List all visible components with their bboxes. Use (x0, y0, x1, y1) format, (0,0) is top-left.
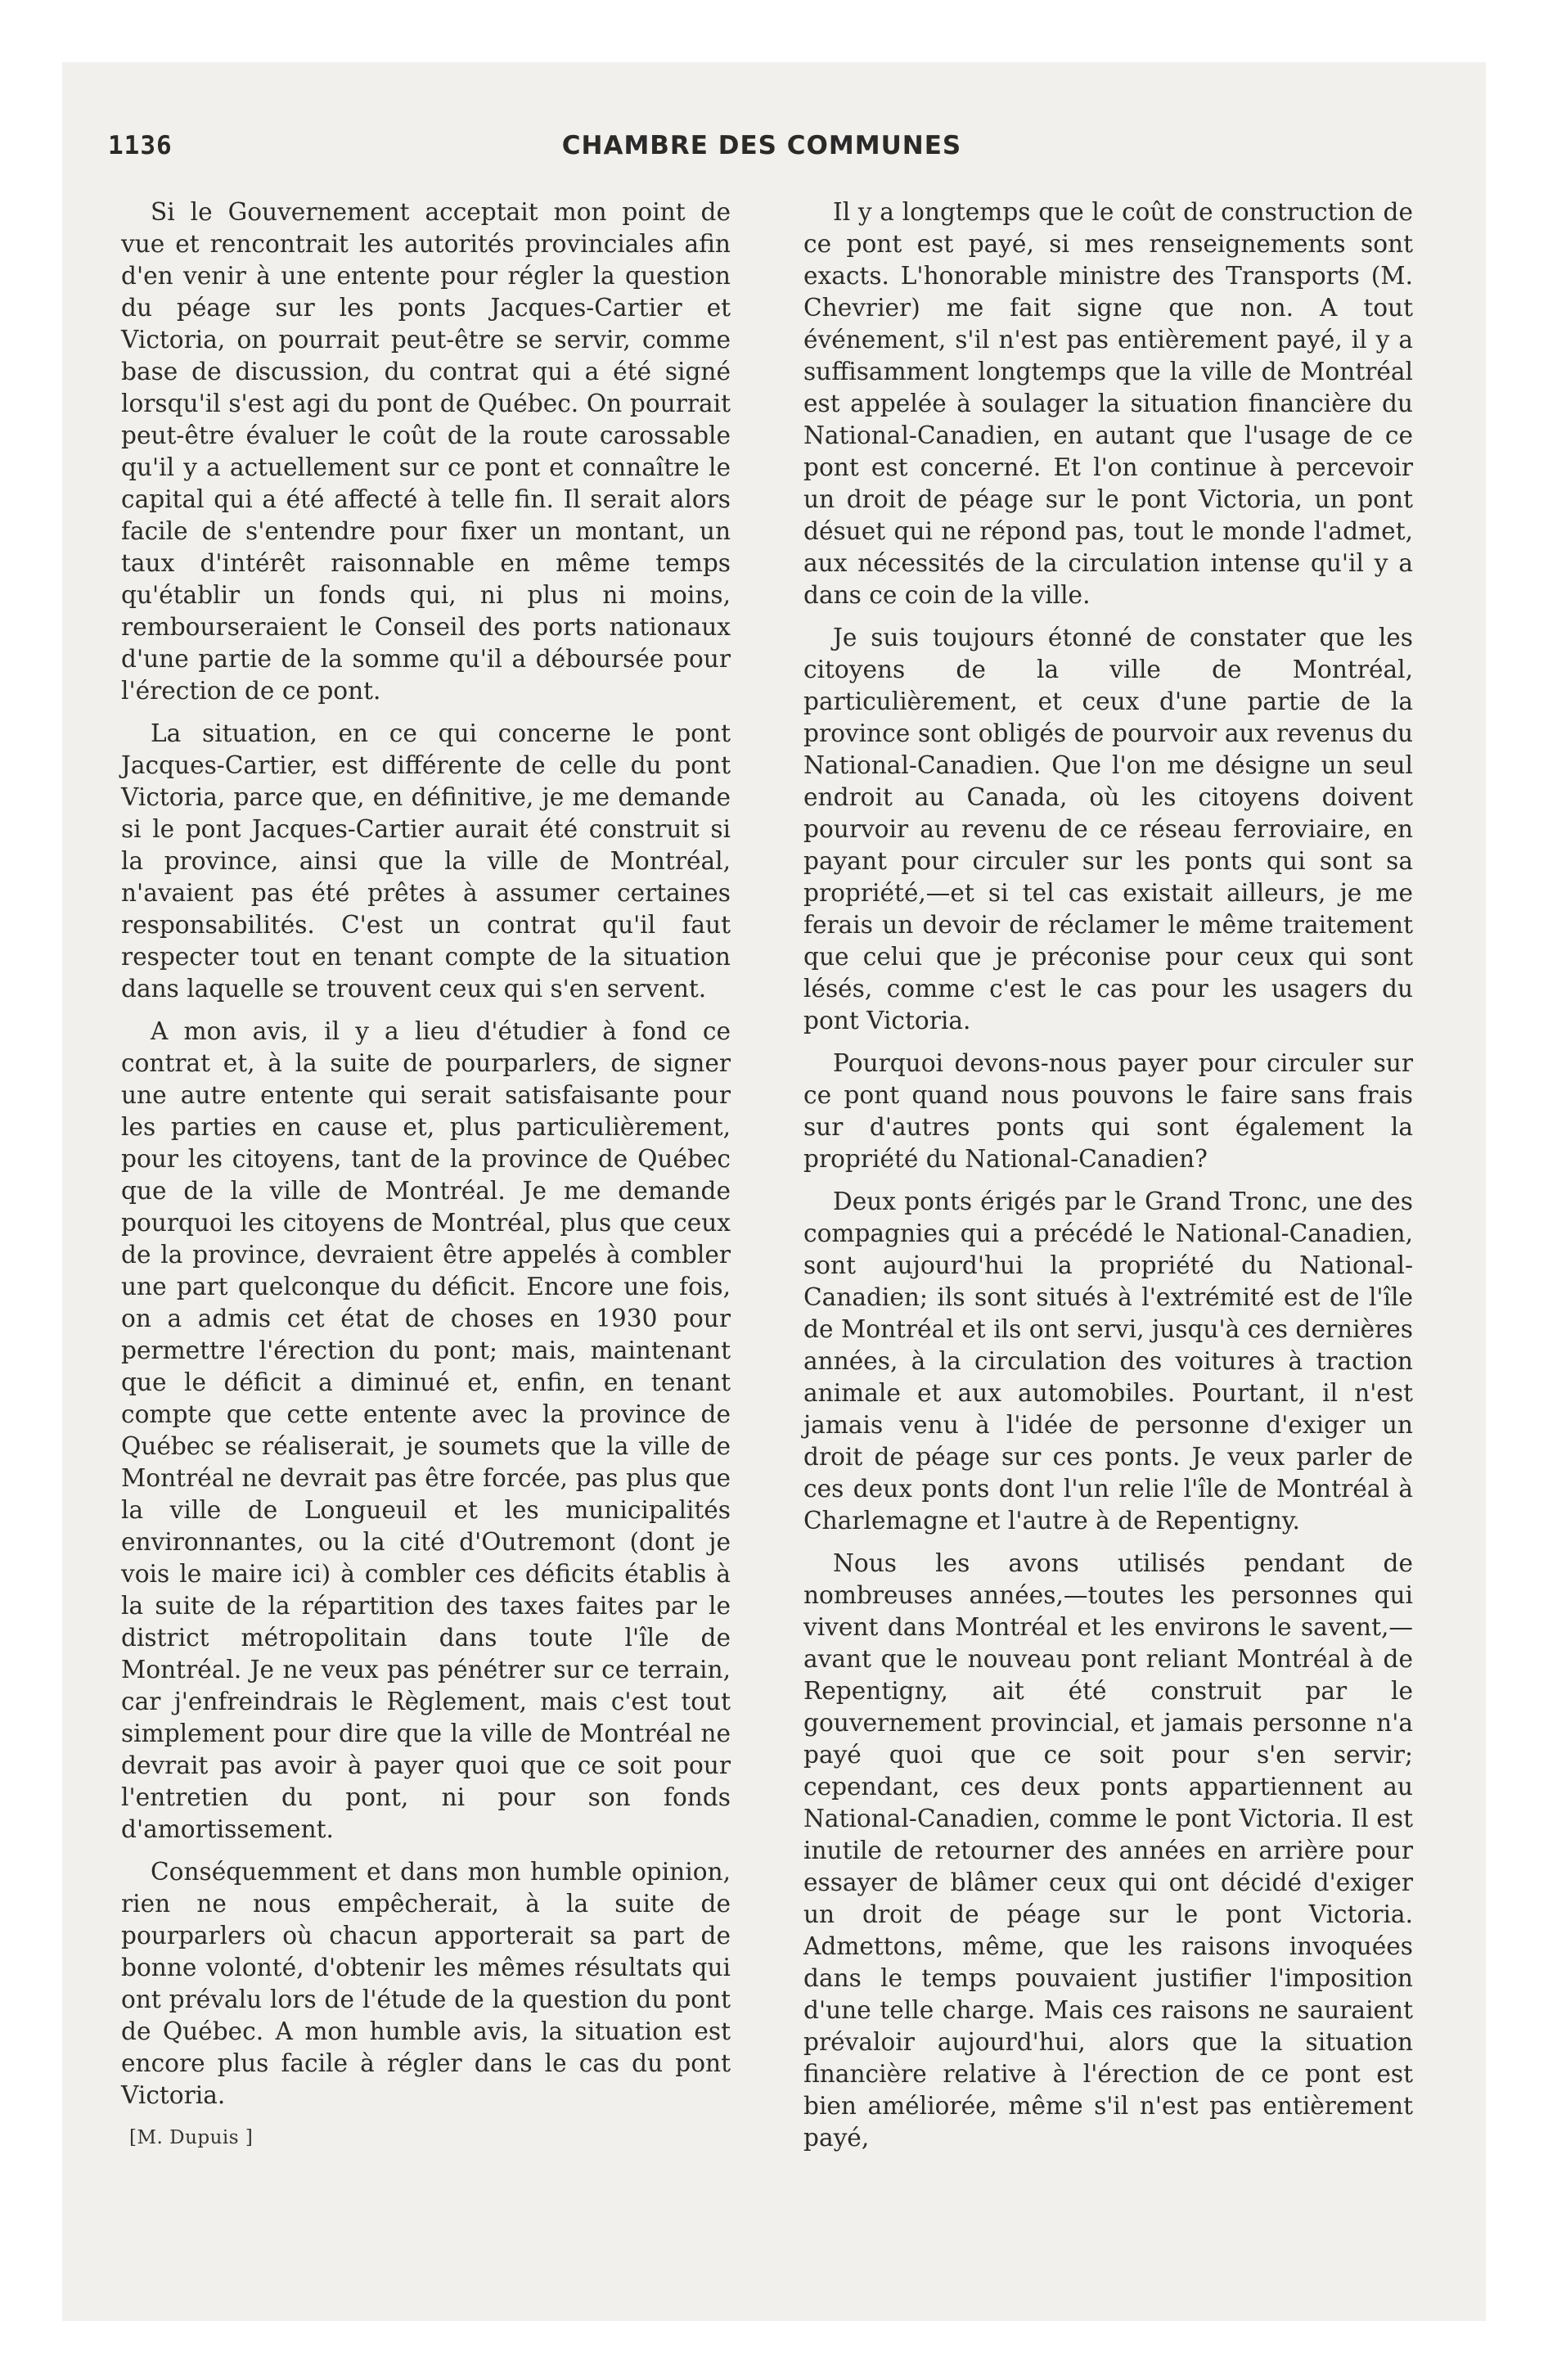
paragraph: Conséquemment et dans mon humble opinion, rien ne nous empêcherait, à la suite de pourparlers où chacun apporterait sa part de bonne volonté, d'obtenir les mêmes résultats qui ont prévalu lors de l'étude de la question du pont de Québec. A mon humble avis, la situation est encore plus facile à régler dans le cas du pont Victoria. (121, 1858, 731, 2109)
paragraph: Pourquoi devons-nous payer pour circuler sur ce pont quand nous pouvons le faire sans frais sur d'autres ponts qui sont également la propriété du National-Canadien? (803, 1049, 1413, 1173)
paragraph: A mon avis, il y a lieu d'étudier à fond ce contrat et, à la suite de pourparlers, de signer une autre entente qui serait satisfaisante pour les parties en cause et, plus particulièrement, pour les citoyens, tant de la province de Québec que de la ville de Montréal. Je me demande pourquoi les citoyens de Montréal, plus que ceux de la province, devraient être appelés à combler une part quelconque du déficit. Encore une fois, on a admis cet état de choses en 1930 pour permettre l'érection du pont; mais, maintenant que le déficit a diminué et, enfin, en tenant compte que cette entente avec la province de Québec se réaliserait, je soumets que la ville de Montréal ne devrait pas être forcée, pas plus que la ville de Longueuil et les municipalités environnantes, ou la cité d'Outremont (dont je vois le maire ici) à combler ces déficits établis à la suite de la répartition des taxes faites par le district métropolitain dans toute l'île de Montréal. Je ne veux pas pénétrer sur ce terrain, car j'enfreindrais le Règlement, mais c'est tout simplement pour dire que la ville de Montréal ne devrait pas avoir à payer quoi que ce soit pour l'entretien du pont, ni pour son fonds d'amortissement. (121, 1017, 731, 1843)
left-column (121, 196, 731, 2154)
running-head: CHAMBRE DES COMMUNES (561, 131, 962, 160)
page-header (108, 131, 1415, 172)
paragraph: La situation, en ce qui concerne le pont Jacques-Cartier, est différente de celle du pont Victoria, parce que, en définitive, je me demande si le pont Jacques-Cartier aurait été construit si la province, ainsi que la ville de Montréal, n'avaient pas été prêtes à assumer certaines responsabilités. C'est un contrat qu'il faut respecter tout en tenant compte de la situation dans laquelle se trouvent ceux qui s'en servent. (121, 719, 731, 1003)
paragraph: Je suis toujours étonné de constater que les citoyens de la ville de Montréal, particulièrement, et ceux d'une partie de la province sont obligés de pourvoir aux revenus du National-Canadien. Que l'on me désigne un seul endroit au Canada, où les citoyens doivent pourvoir au revenu de ce réseau ferroviaire, en payant pour circuler sur les ponts qui sont sa propriété,—et si tel cas existait ailleurs, je me ferais un devoir de réclamer le même traitement que celui que je préconise pour ceux qui sont lésés, comme c'est le cas pour les usagers du pont Victoria. (803, 624, 1413, 1034)
paragraph: Si le Gouvernement acceptait mon point de vue et rencontrait les autorités provinciales afin d'en venir à une entente pour régler la question du péage sur les ponts Jacques-Cartier et Victoria, on pourrait peut-être se servir, comme base de discussion, du contrat qui a été signé lorsqu'il s'est agi du pont de Québec. On pourrait peut-être évaluer le coût de la route carossable qu'il y a actuellement sur ce pont et connaître le capital qui a été affecté à telle fin. Il serait alors facile de s'entendre pour fixer un montant, un taux d'intérêt raisonnable en même temps qu'établir un fonds qui, ni plus ni moins, rembourseraient le Conseil des ports nationaux d'une partie de la somme qu'il a déboursée pour l'érection de ce pont. (121, 198, 731, 705)
right-column (803, 196, 1413, 2165)
paragraph: Il y a longtemps que le coût de construction de ce pont est payé, si mes renseignements sont exacts. L'honorable ministre des Transports (M. Chevrier) me fait signe que non. A tout événement, s'il n'est pas entièrement payé, il y a suffisamment longtemps que la ville de Montréal est appelée à soulager la situation financière du National-Canadien, en autant que l'usage de ce pont est concerné. Et l'on continue à percevoir un droit de péage sur le pont Victoria, un pont désuet qui ne répond pas, tout le monde l'admet, aux nécessités de la circulation intense qu'il y a dans ce coin de la ville. (803, 198, 1413, 609)
speaker-attribution: [M. Dupuis ] (129, 2127, 254, 2148)
paragraph: Nous les avons utilisés pendant de nombreuses années,—toutes les personnes qui vivent dans Montréal et les environs le savent,—avant que le nouveau pont reliant Montréal à de Repentigny, ait été construit par le gouvernement provincial, et jamais personne n'a payé quoi que ce soit pour s'en servir; cependant, ces deux ponts appartiennent au National-Canadien, comme le pont Victoria. Il est inutile de retourner des années en arrière pour essayer de blâmer ceux qui ont décidé d'exiger un droit de péage sur le pont Victoria. Admettons, même, que les raisons invoquées dans le temps pouvaient justifier l'imposition d'une telle charge. Mais ces raisons ne sauraient prévaloir aujourd'hui, alors que la situation financière relative à l'érection de ce pont est bien améliorée, même s'il n'est pas entièrement payé, (803, 1549, 1413, 2152)
page-number: 1136 (108, 131, 173, 160)
paragraph: Deux ponts érigés par le Grand Tronc, une des compagnies qui a précédé le National-Canadien, sont aujourd'hui la propriété du National-Canadien; ils sont situés à l'extrémité est de l'île de Montréal et ils ont servi, jusqu'à ces dernières années, à la circulation des voitures à traction animale et aux automobiles. Pourtant, il n'est jamais venu à l'idée de personne d'exiger un droit de péage sur ces ponts. Je veux parler de ces deux ponts dont l'un relie l'île de Montréal à Charlemagne et l'autre à de Repentigny. (803, 1188, 1413, 1535)
